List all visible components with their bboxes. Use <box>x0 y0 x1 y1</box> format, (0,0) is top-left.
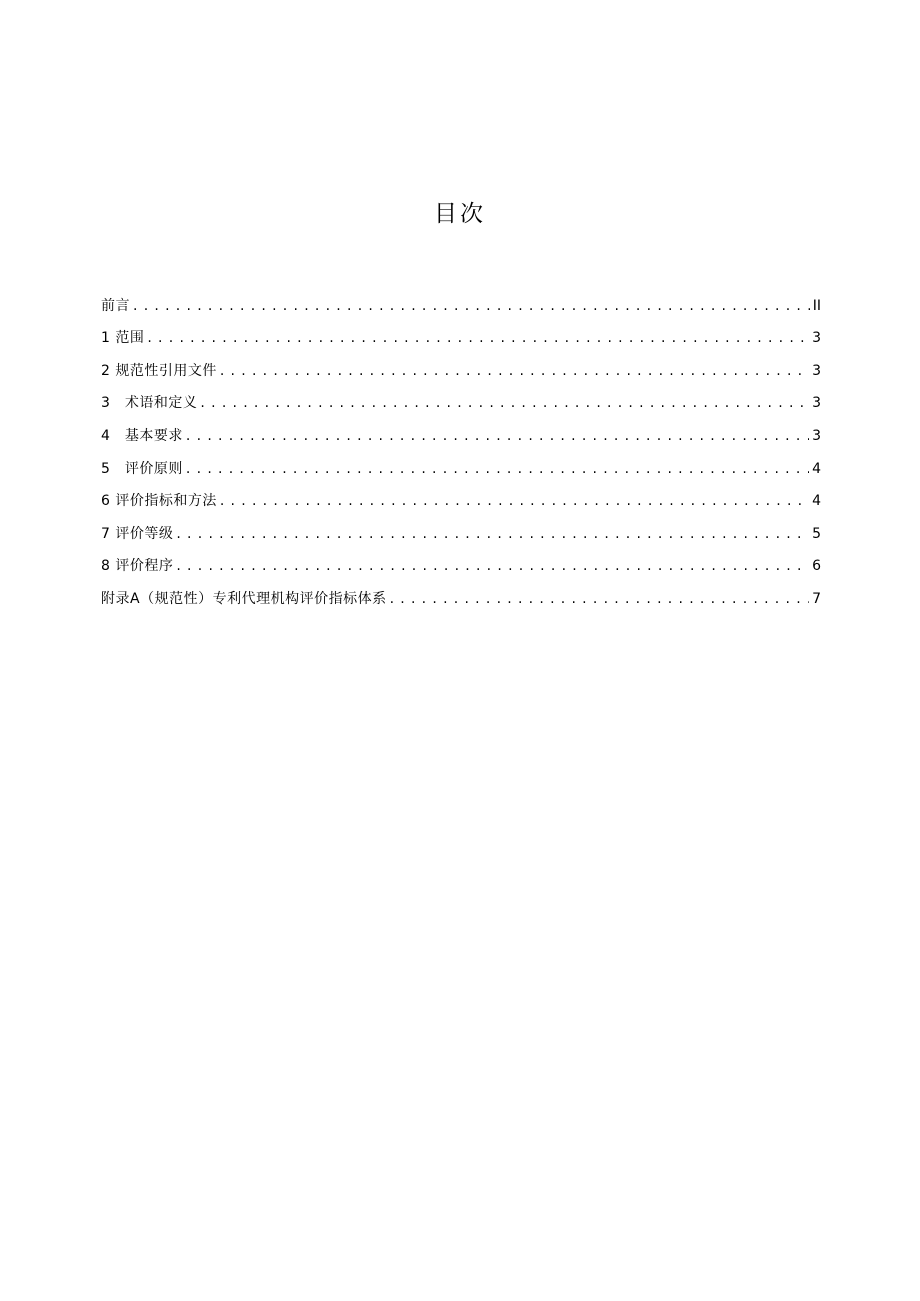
toc-entry-label: 3 术语和定义 <box>101 395 198 412</box>
toc-leader-dots <box>186 460 809 478</box>
toc-entry-normative-references[interactable] <box>101 347 821 380</box>
toc-leader-dots <box>176 557 809 575</box>
toc-leader-dots <box>220 492 809 510</box>
toc-entry-evaluation-grades[interactable] <box>101 510 821 543</box>
toc-leader-dots <box>147 329 809 347</box>
toc-leader-dots <box>390 590 810 608</box>
toc-leader-dots <box>200 394 809 412</box>
toc-entry-label: 2 规范性引用文件 <box>101 362 217 379</box>
toc-entry-foreword[interactable] <box>101 282 821 315</box>
toc-page-number: 7 <box>812 590 821 607</box>
table-of-contents <box>101 282 821 608</box>
toc-page-number: 3 <box>812 362 821 379</box>
toc-entry-label: 6 评价指标和方法 <box>101 493 217 510</box>
toc-leader-dots <box>133 297 810 315</box>
toc-leader-dots <box>220 362 809 380</box>
toc-entry-indicators-methods[interactable] <box>101 478 821 511</box>
toc-entry-appendix-a[interactable] <box>101 575 821 608</box>
toc-entry-label: 1 范围 <box>101 330 145 347</box>
toc-entry-label: 附录A（规范性）专利代理机构评价指标体系 <box>101 590 387 607</box>
toc-page-number: 6 <box>812 558 821 575</box>
toc-page-number: II <box>812 297 821 314</box>
toc-leader-dots <box>186 427 809 445</box>
toc-page-number: 4 <box>812 493 821 510</box>
toc-page-number: 4 <box>812 460 821 477</box>
toc-page-number: 3 <box>812 395 821 412</box>
toc-entry-label: 7 评价等级 <box>101 525 174 542</box>
toc-entry-evaluation-procedure[interactable] <box>101 543 821 576</box>
toc-entry-label: 前言 <box>101 297 130 314</box>
toc-leader-dots <box>176 525 809 543</box>
page-title: 目次 <box>434 201 486 227</box>
toc-entry-scope[interactable] <box>101 315 821 348</box>
toc-entry-evaluation-principles[interactable] <box>101 445 821 478</box>
toc-page-number: 3 <box>812 427 821 444</box>
toc-entry-label: 4 基本要求 <box>101 427 183 444</box>
toc-entry-terms-definitions[interactable] <box>101 380 821 413</box>
toc-page-number: 5 <box>812 525 821 542</box>
toc-entry-label: 5 评价原则 <box>101 460 183 477</box>
toc-page-number: 3 <box>812 330 821 347</box>
toc-entry-basic-requirements[interactable] <box>101 412 821 445</box>
toc-entry-label: 8 评价程序 <box>101 558 174 575</box>
